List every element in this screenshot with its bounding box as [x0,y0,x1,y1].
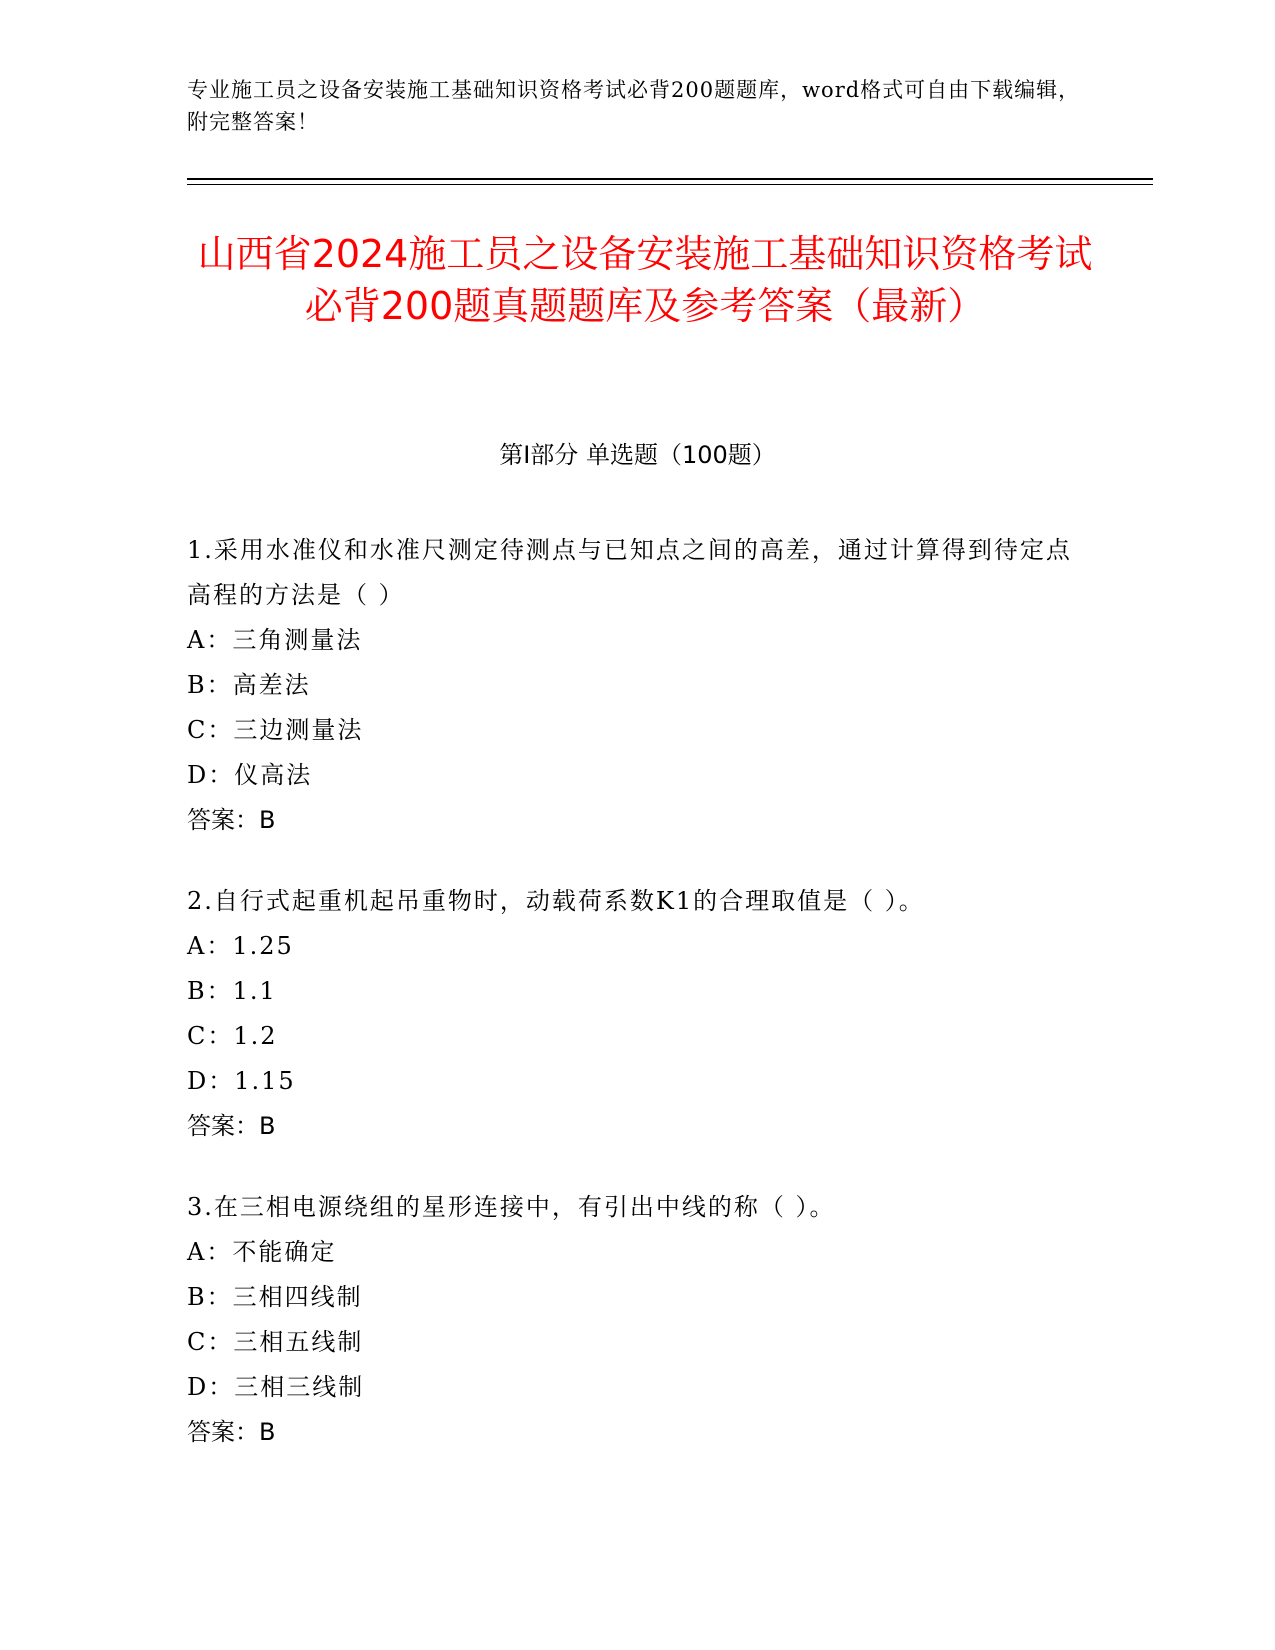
question-list [187,528,1077,1491]
option-d: D：1.15 [187,1067,296,1095]
option-b: B：三相四线制 [187,1283,363,1311]
question-item [187,1185,1077,1455]
option-d: D：三相三线制 [187,1373,365,1401]
answer-line: 答案：B [187,1418,276,1446]
option-c: C：1.2 [187,1022,278,1050]
question-stem: 1.采用水准仪和水准尺测定待测点与已知点之间的高差，通过计算得到待定点高程的方法是（ ） [187,536,1072,609]
section-title: 第Ⅰ部分 单选题（100题） [499,441,776,469]
question-item [187,879,1077,1149]
document-title: 山西省2024施工员之设备安装施工基础知识资格考试必背200题真题题库及参考答案（最新） [197,232,1093,328]
answer-line: 答案：B [187,806,276,834]
header-note: 专业施工员之设备安装施工基础知识资格考试必背200题题库，word格式可自由下载编辑，附完整答案！ [187,78,1081,134]
question-stem: 3.在三相电源绕组的星形连接中，有引出中线的称（ ）。 [187,1193,836,1221]
option-a: A：1.25 [187,932,294,960]
option-c: C：三边测量法 [187,716,364,744]
question-stem: 2.自行式起重机起吊重物时，动载荷系数K1的合理取值是（ ）。 [187,887,925,915]
option-b: B：1.1 [187,977,277,1005]
option-b: B：高差法 [187,671,311,699]
option-c: C：三相五线制 [187,1328,364,1356]
answer-line: 答案：B [187,1112,276,1140]
option-a: A：三角测量法 [187,626,363,654]
option-d: D：仪高法 [187,761,313,789]
option-a: A：不能确定 [187,1238,337,1266]
header-divider-thick [187,178,1153,180]
question-item [187,528,1077,843]
header-divider-thin [187,184,1153,185]
